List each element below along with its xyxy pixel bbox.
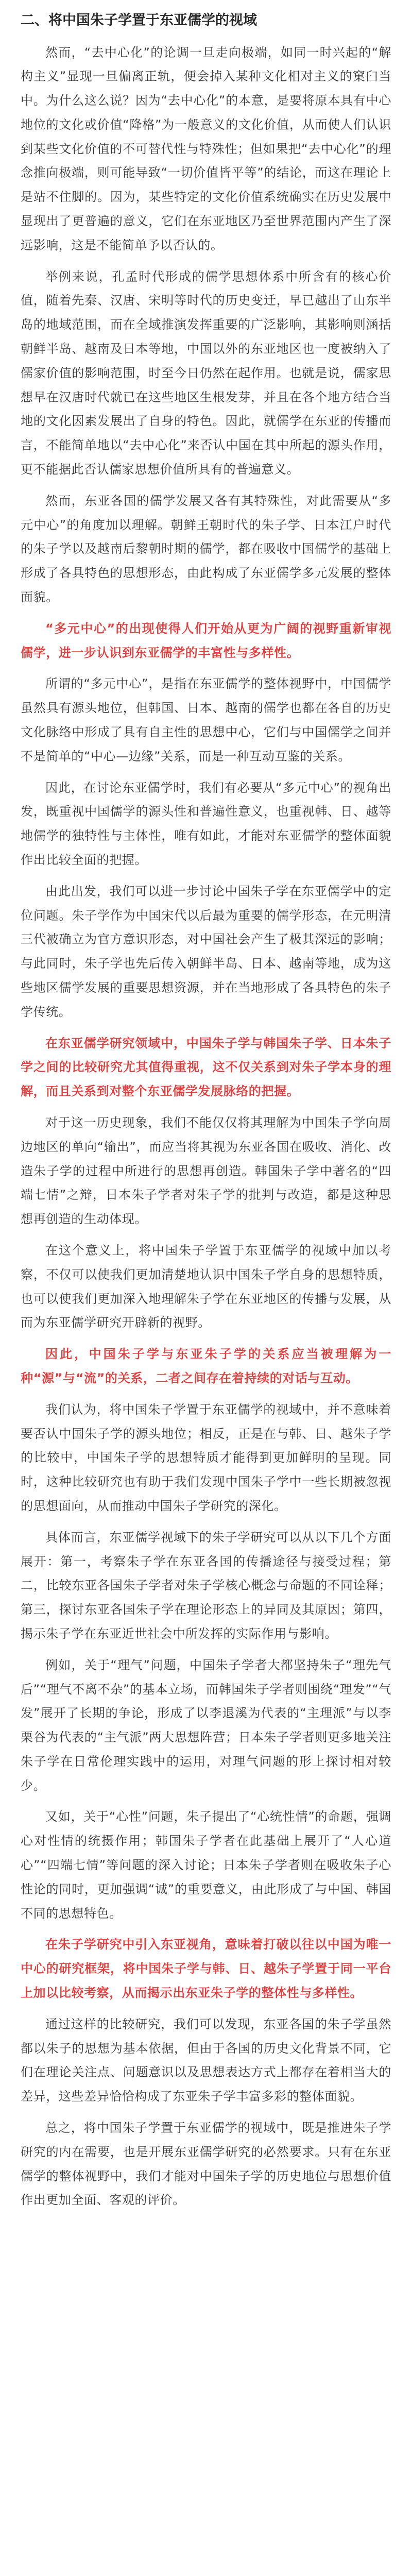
paragraph-text: 举例来说，孔孟时代形成的儒学思想体系中所含有的核心价值，随着先秦、汉唐、宋明等时代的历史变迁，早已越出了山东半岛的地域范围，而在全域推演发挥重要的广泛影响，其影响则涵括朝鲜半岛、越南及日本等地，中国以外的东亚地区也一度被纳入了儒家价值的影响范围，时至今日仍然在起作用。也就是说，儒家思想早在汉唐时代就已在这些地区生根发芽，并且在各个地方结合当地的文化因素发展出了自身的特色。因此，就儒学在东亚的传播而言，不能简单地以“去中心化”来否认中国在其中所起的源头作用，更不能据此否认儒家思想价值所具有的普遍意义。 (21, 269, 391, 477)
highlighted-sentence: 在朱子学研究中引入东亚视角，意味着打破以往以中国为唯一中心的研究框架，将中国朱子学与韩、日、越朱子学置于同一平台上加以比较考察，从而揭示出东亚朱子学的整体性与多样性。 (21, 1937, 391, 2001)
section-title: 二、将中国朱子学置于东亚儒学的视域 (21, 12, 257, 28)
paragraph-text: 总之，将中国朱子学置于东亚儒学的视域中，既是推进朱子学研究的内在需要，也是开展东亚儒学研究的必然要求。只有在东亚儒学的整体视野中，我们才能对中国朱子学的历史地位与思想价值作出更加全面、客观的评价。 (21, 2121, 391, 2208)
paragraph-text: 由此出发，我们可以进一步讨论中国朱子学在东亚儒学中的定位问题。朱子学作为中国宋代以后最为重要的儒学形态，在元明清三代被确立为官方意识形态，对中国社会产生了极其深远的影响；与此同时，朱子学也先后传入朝鲜半岛、日本、越南等地，成为这些地区儒学发展的重要思想资源，并在当地形成了各具特色的朱子学传统。 (21, 884, 391, 1019)
paragraph (21, 1526, 391, 1646)
paragraph-text: 然而，东亚各国的儒学发展又各有其特殊性，对此需要从“多元中心”的角度加以理解。朝鲜王朝时代的朱子学、日本江户时代的朱子学以及越南后黎朝时期的儒学，都在吸收中国儒学的基础上形成了各具特色的思想形态，由此构成了东亚儒学多元发展的整体面貌。 (21, 493, 391, 605)
paragraph-text: 具体而言，东亚儒学视域下的朱子学研究可以从以下几个方面展开：第一，考察朱子学在东亚各国的传播途径与接受过程；第二，比较东亚各国朱子学者对朱子学核心概念与命题的不同诠释；第三，探讨东亚各国朱子学在理论形态上的异同及其原因；第四，揭示朱子学在东亚近世社会中所发挥的实际作用与影响。 (21, 1530, 391, 1641)
paragraph (21, 617, 391, 665)
highlighted-sentence: 在东亚儒学研究领域中，中国朱子学与韩国朱子学、日本朱子学之间的比较研究尤其值得重视，这不仅关系到对朱子学本身的理解，而且关系到对整个东亚儒学发展脉络的把握。 (21, 1036, 391, 1099)
highlighted-sentence: “多元中心”的出现使得人们开始从更为广阔的视野重新审视儒学，进一步认识到东亚儒学的丰富性与多样性。 (21, 621, 391, 660)
paragraph-text: 对于这一历史现象，我们不能仅仅将其理解为中国朱子学向周边地区的单向“输出”，而应当将其视为东亚各国在吸收、消化、改造朱子学的过程中所进行的思想再创造。韩国朱子学中著名的“四端七情”之辩，日本朱子学者对朱子学的批判与改造，都是这种思想再创造的生动体现。 (21, 1115, 391, 1227)
paragraph (21, 41, 391, 258)
paragraph (21, 1342, 391, 1391)
paragraph (21, 1933, 391, 2005)
paragraph (21, 879, 391, 1024)
paragraph (21, 776, 391, 872)
paragraph-text: 又如，关于“心性”问题，朱子提出了“心统性情”的命题，强调心对性情的统摄作用；韩国朱子学者在此基础上展开了“人心道心”“四端七情”等问题的深入讨论；日本朱子学者则在吸收朱子心性论的同时，更加强调“诚”的重要意义，由此形成了与中国、韩国不同的思想特色。 (21, 1809, 391, 1921)
paragraph (21, 1111, 391, 1231)
paragraph (21, 672, 391, 768)
paragraph (21, 1398, 391, 1518)
paragraph-text: 因此，在讨论东亚儒学时，我们有必要从“多元中心”的视角出发，既重视中国儒学的源头性和普遍性意义，也重视韩、日、越等地儒学的独特性与主体性，唯有如此，才能对东亚儒学的整体面貌作出比较全面的把握。 (21, 780, 391, 867)
paragraph (21, 489, 391, 609)
paragraph (21, 1239, 391, 1335)
paragraph-text: 例如，关于“理气”问题，中国朱子学者大都坚持朱子“理先气后”“理气不离不杂”的基本立场，而韩国朱子学者则围绕“理发”“气发”展开了长期的争论，形成了以李退溪为代表的“主理派”与以李栗谷为代表的“主气派”两大思想阵营；日本朱子学者则更多地关注朱子学在日常伦理实践中的运用，对理气问题的形上探讨相对较少。 (21, 1657, 391, 1793)
paragraph-text: 然而，“去中心化”的论调一旦走向极端，如同一时兴起的“解构主义”显现一旦偏离正轨，便会掉入某种文化相对主义的窠臼当中。为什么这么说？因为“去中心化”的本意，是要将原本具有中心地位的文化或价值“降格”为一般意义的文化价值，从而使人们认识到某些文化价值的不可替代性与特殊性；但如果把“去中心化”的理念推向极端，则可能导致“一切价值皆平等”的结论，而这在理论上是站不住脚的。因为，某些特定的文化价值系统确实在历史发展中显现出了更普遍的意义，它们在东亚地区乃至世界范围内产生了深远影响，这是不能简单予以否认的。 (21, 45, 391, 252)
paragraph-text: 在这个意义上，将中国朱子学置于东亚儒学的视域中加以考察，不仅可以使我们更加清楚地认识中国朱子学自身的思想特质，也可以使我们更加深入地理解朱子学在东亚地区的传播与发展，从而为东亚儒学研究开辟新的视野。 (21, 1243, 391, 1330)
paragraph (21, 2012, 391, 2109)
paragraph (21, 1805, 391, 1925)
highlighted-sentence: 因此，中国朱子学与东亚朱子学的关系应当被理解为一种“源”与“流”的关系，二者之间存在着持续的对话与互动。 (21, 1347, 391, 1385)
paragraph-text: 通过这样的比较研究，我们可以发现，东亚各国的朱子学虽然都以朱子的思想为基本依据，但由于各国的历史文化背景不同，它们在理论关注点、问题意识以及思想表达方式上都存在着相当大的差异，这些差异恰恰构成了东亚朱子学丰富多彩的整体面貌。 (21, 2016, 391, 2104)
paragraph (21, 2116, 391, 2212)
paragraph-text: 我们认为，将中国朱子学置于东亚儒学的视域中，并不意味着要否认中国朱子学的源头地位；相反，正是在与韩、日、越朱子学的比较中，中国朱子学的思想特质才能得到更加鲜明的呈现。同时，这种比较研究也有助于我们发现中国朱子学中一些长期被忽视的思想面向，从而推动中国朱子学研究的深化。 (21, 1402, 391, 1513)
paragraph (21, 265, 391, 482)
paragraph (21, 1031, 391, 1104)
paragraph (21, 1653, 391, 1798)
paragraph-text: 所谓的“多元中心”，是指在东亚儒学的整体视野中，中国儒学虽然具有源头地位，但韩国、日本、越南的儒学也都在各自的历史文化脉络中形成了具有自主性的思想中心，它们与中国儒学之间并不是简单的“中心—边缘”关系，而是一种互动互鉴的关系。 (21, 676, 391, 764)
